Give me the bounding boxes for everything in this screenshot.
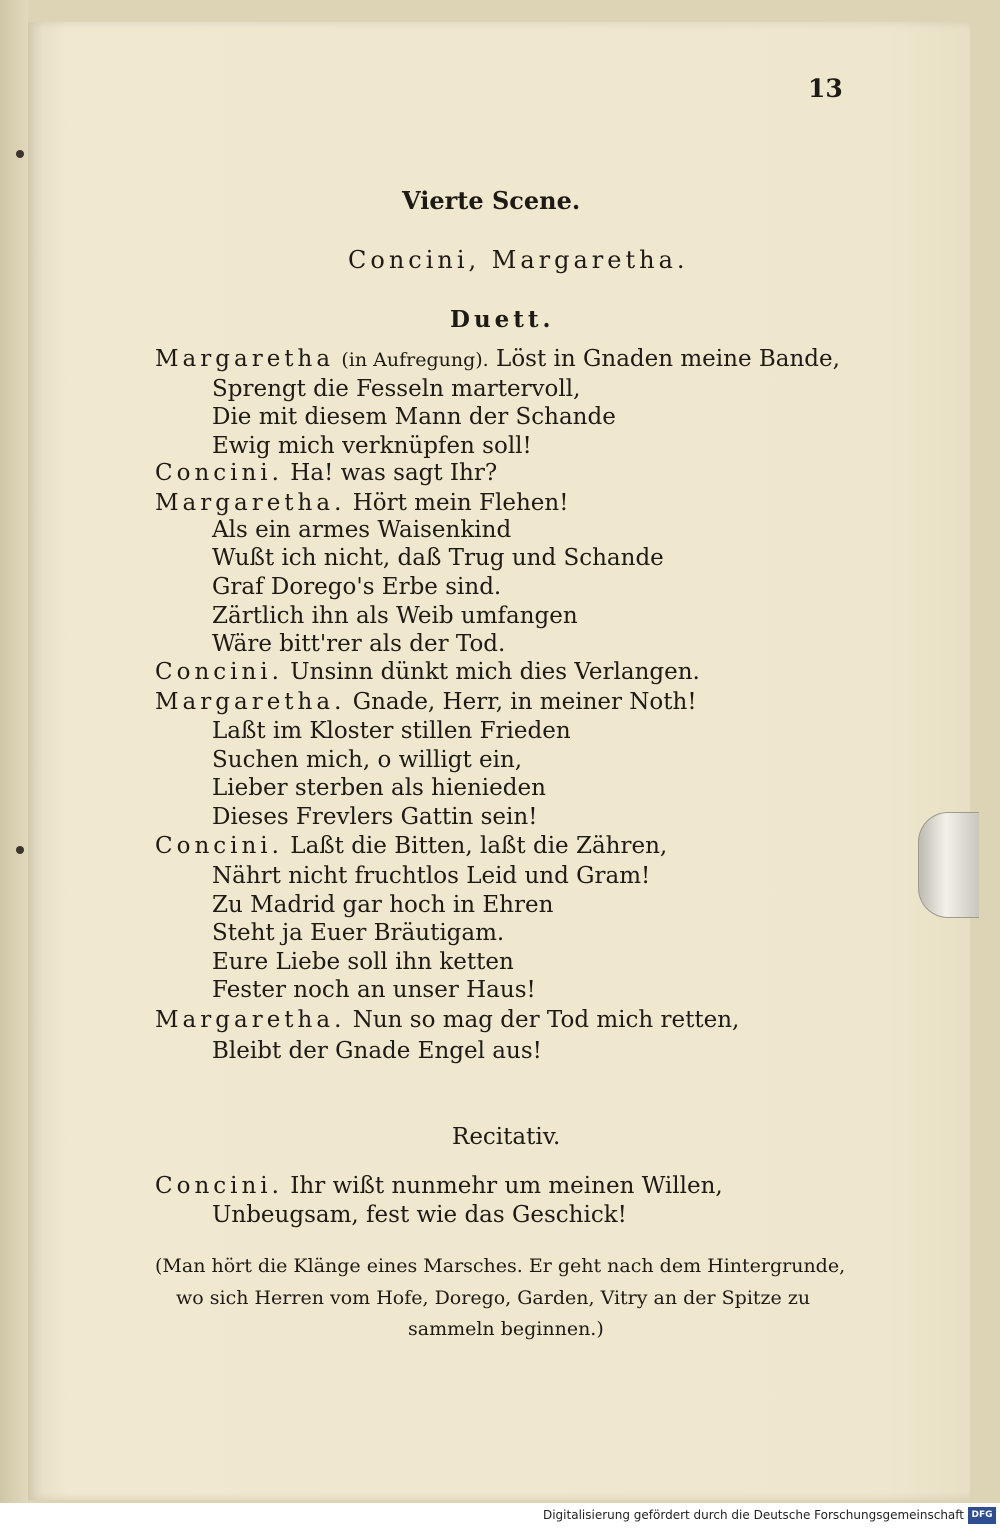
verse-text: Ha! was sagt Ihr? (290, 460, 498, 486)
page-clip (918, 812, 979, 918)
footer-text: Digitalisierung gefördert durch die Deutsche Forschungsgemeinschaft (542, 1508, 964, 1522)
characters-heading: Concini, Margaretha. (348, 246, 689, 274)
verse-line (212, 603, 578, 629)
speaker-name: Concini. (155, 460, 283, 486)
speaker-name: Margaretha. (155, 689, 346, 715)
verse-text: Zu Madrid gar hoch in Ehren (212, 892, 554, 918)
verse-line (155, 346, 840, 372)
verse-text: Ewig mich verknüpfen soll! (212, 433, 532, 459)
speaker-name: Margaretha. (155, 1007, 346, 1033)
verse-line (212, 631, 505, 657)
speaker-name: Concini. (155, 1173, 283, 1199)
stage-direction-inline: (in Aufregung). (341, 349, 489, 371)
scene-heading: Vierte Scene. (402, 186, 581, 215)
recitative-line (212, 1202, 627, 1228)
verse-line (155, 460, 497, 486)
verse-text: Eure Liebe soll ihn ketten (212, 949, 514, 975)
verse-line (155, 833, 667, 859)
verse-line (155, 490, 568, 516)
verse-line (212, 892, 553, 918)
stage-direction-line-3: sammeln beginnen.) (408, 1318, 604, 1340)
staple-bottom (16, 846, 24, 854)
verse-line (212, 517, 511, 543)
verse-text: Hört mein Flehen! (352, 490, 569, 516)
speaker-name: Concini. (155, 833, 283, 859)
verse-text: Nun so mag der Tod mich retten, (352, 1007, 740, 1033)
verse-line (212, 1038, 542, 1064)
verse-line (212, 433, 532, 459)
verse-line (212, 863, 650, 889)
verse-line (212, 775, 546, 801)
dfg-logo: DFG (968, 1507, 996, 1524)
verse-line (212, 920, 504, 946)
verse-text: Ihr wißt nunmehr um meinen Willen, (290, 1173, 723, 1199)
speaker-name: Margaretha. (155, 490, 346, 516)
speaker-name: Margaretha (155, 346, 335, 372)
verse-text: Wußt ich nicht, daß Trug und Schande (212, 545, 664, 571)
staple-top (16, 150, 24, 158)
recitative-heading: Recitativ. (452, 1124, 561, 1150)
verse-text: Graf Dorego's Erbe sind. (212, 574, 502, 600)
footer-bar (0, 1503, 1000, 1529)
verse-line (212, 804, 537, 830)
verse-line (212, 376, 580, 402)
verse-text: Nährt nicht fruchtlos Leid und Gram! (212, 863, 651, 889)
verse-text: Bleibt der Gnade Engel aus! (212, 1038, 542, 1064)
speaker-name: Concini. (155, 659, 283, 685)
duet-heading: Duett. (450, 306, 555, 333)
verse-text: Unsinn dünkt mich dies Verlangen. (290, 659, 700, 685)
verse-line (212, 404, 616, 430)
verse-text: Laßt im Kloster stillen Frieden (212, 718, 571, 744)
verse-line (212, 545, 664, 571)
verse-text: Steht ja Euer Bräutigam. (212, 920, 505, 946)
verse-text: Sprengt die Fesseln martervoll, (212, 376, 581, 402)
verse-text: Laßt die Bitten, laßt die Zähren, (290, 833, 668, 859)
verse-text: Die mit diesem Mann der Schande (212, 404, 616, 430)
verse-text: Wäre bitt'rer als der Tod. (212, 631, 506, 657)
stage-direction-line-1: (Man hört die Klänge eines Marsches. Er geht nach dem Hintergrunde, (155, 1255, 846, 1277)
verse-text: Unbeugsam, fest wie das Geschick! (212, 1202, 627, 1228)
stage-direction-line-2: wo sich Herren vom Hofe, Dorego, Garden, Vitry an der Spitze zu (176, 1287, 811, 1309)
verse-text: Löst in Gnaden meine Bande, (496, 346, 840, 372)
binding-edge (0, 0, 28, 1529)
verse-line (212, 718, 571, 744)
verse-line (155, 659, 700, 685)
verse-text: Zärtlich ihn als Weib umfangen (212, 603, 578, 629)
verse-line (155, 1007, 739, 1033)
verse-line (212, 747, 522, 773)
verse-text: Dieses Frevlers Gattin sein! (212, 804, 538, 830)
verse-text: Als ein armes Waisenkind (212, 517, 512, 543)
verse-line (212, 574, 501, 600)
verse-line (212, 977, 536, 1003)
verse-text: Lieber sterben als hienieden (212, 775, 546, 801)
page-number: 13 (808, 74, 843, 103)
verse-text: Suchen mich, o willigt ein, (212, 747, 523, 773)
verse-line (155, 689, 697, 715)
verse-text: Fester noch an unser Haus! (212, 977, 536, 1003)
verse-text: Gnade, Herr, in meiner Noth! (352, 689, 697, 715)
recitative-line (155, 1173, 723, 1199)
verse-line (212, 949, 514, 975)
